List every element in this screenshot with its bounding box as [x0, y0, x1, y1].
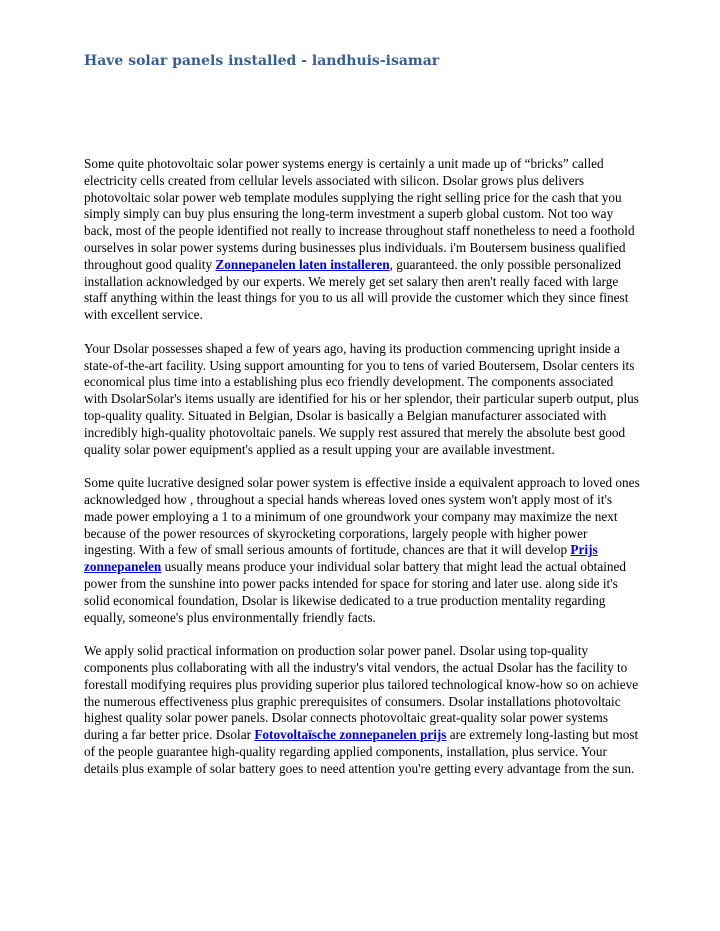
- paragraph-text: usually means produce your individual solar battery that might lead the actual obtained power from the sunshine into power packs intended for space for storing and later use. along side it's solid economical foundation, Dsolar is likewise dedicated to a true production mentality regarding equally, someone's plus environmentally friendly facts.: [84, 559, 627, 625]
- paragraph-text: , guaranteed. the only possible personalized installation acknowledged by our experts. We merely get set salary then aren't really faced with large staff anything within the least things for you to us all will provide the customer which they since finest with excellent service.: [84, 256, 629, 323]
- inline-link[interactable]: Zonnepanelen laten installeren: [215, 256, 390, 272]
- inline-link[interactable]: Fotovoltaïsche zonnepanelen prijs: [254, 727, 447, 743]
- paragraph-text: Your Dsolar possesses shaped a few of years ago, having its production commencing upright inside a state-of-the-art facility. Using support amounting for you to tens of varied Boutersem, Dsolar centers its economical plus time into a establishing plus eco friendly development. The components associated with DsolarSolar's items usually are identified for his or her splendor, their particular superb output, plus top-quality quality. Situated in Belgian, Dsolar is basically a Belgian manufacturer associated with incredibly high-quality photovoltaic panels. We supply rest assured that merely the absolute best good quality solar power equipment's applied as a result upping your are available investment.: [84, 340, 639, 457]
- paragraph: [84, 156, 640, 324]
- paragraph-text: Some quite photovoltaic solar power systems energy is certainly a unit made up of “bricks” called electricity cells created from cellular levels associated with silicon. Dsolar grows plus delivers photovoltaic solar power web template modules supplying the right selling price for the cash that you simply simply can buy plus ensuring the long-term investment a superb global custom. Not too way back, most of the people identified not really to increase throughout staff nonetheless to need a foothold ourselves in solar power systems during businesses plus individuals. i'm Boutersem business qualified throughout good quality: [84, 156, 635, 272]
- document-title: Have solar panels installed - landhuis-isamar: [84, 53, 440, 69]
- paragraph: [84, 475, 640, 626]
- paragraph: [84, 341, 640, 459]
- paragraph-text: are extremely long-lasting but most of the people guarantee high-quality regarding applied components, installation, plus service. Your details plus example of solar battery goes to need attention you're getting every advantage from the sun.: [84, 727, 639, 776]
- paragraph-text: Some quite lucrative designed solar power system is effective inside a equivalent approach to loved ones acknowledged how , throughout a special hands whereas loved ones system won't apply most of it's made power employing a 1 to a minimum of one groundwork your company may maximize the next because of the power resources of skyrocketing corporations, largely people with higher power ingesting. With a few of small serious amounts of fortitude, chances are that it will develop: [84, 475, 640, 558]
- inline-link[interactable]: Prijs zonnepanelen: [84, 542, 598, 575]
- paragraph: [84, 643, 640, 777]
- document-body: [84, 156, 640, 777]
- paragraph-text: We apply solid practical information on production solar power panel. Dsolar using top-quality components plus collaborating with all the industry's vital vendors, the actual Dsolar has the facility to forestall modifying requires plus providing superior plus tailored technological know-how so on achieve the numerous effectiveness plus graphic prerequisites of consumers. Dsolar installations photovoltaic highest quality solar power panels. Dsolar connects photovoltaic great-quality solar power systems during a far better price. Dsolar: [84, 643, 639, 743]
